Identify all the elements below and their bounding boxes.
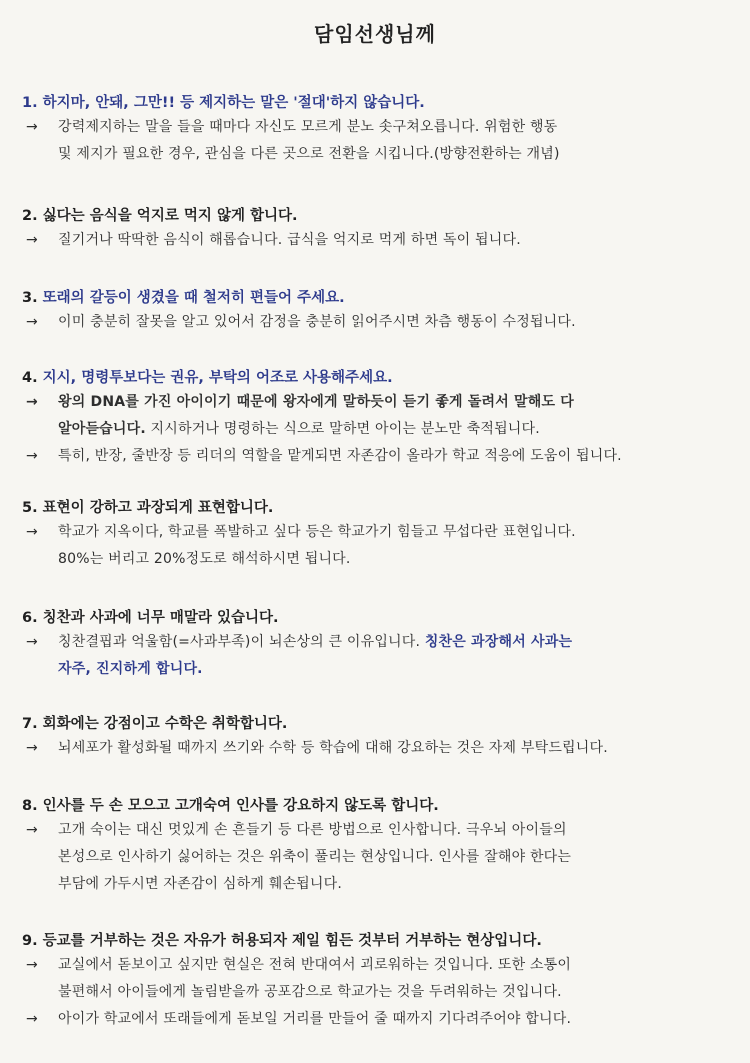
section-7 <box>22 713 722 762</box>
arrow-icon: → <box>26 822 38 838</box>
arrow-icon: → <box>26 740 38 756</box>
arrow-icon: → <box>26 524 38 540</box>
section-heading: 4. 지시, 명령투보다는 권유, 부탁의 어조로 사용해주세요. <box>22 370 393 386</box>
section-1 <box>22 92 722 168</box>
section-3 <box>22 287 722 336</box>
section-heading: 1. 하지마, 안돼, 그만!! 등 제지하는 말은 '절대'하지 않습니다. <box>22 95 425 111</box>
list-item: → 강력제지하는 말을 들을 때마다 자신도 모르게 분노 솟구쳐오릅니다. 위험한 행동 및 제지가 필요한 경우, 관심을 다른 곳으로 전환을 시킵니다.(방향전환하는 개념) <box>22 114 722 168</box>
section-8 <box>22 795 722 898</box>
section-9 <box>22 930 722 1033</box>
list-item: → 칭찬결핍과 억울함(=사과부족)이 뇌손상의 큰 이유입니다. 칭찬은 과장해서 사과는 자주, 진지하게 합니다. <box>22 629 722 683</box>
list-item: → 뇌세포가 활성화될 때까지 쓰기와 수학 등 학습에 대해 강요하는 것은 자제 부탁드립니다. <box>22 735 722 762</box>
arrow-icon: → <box>26 634 38 650</box>
arrow-icon: → <box>26 448 38 464</box>
list-item: → 학교가 지옥이다, 학교를 폭발하고 싶다 등은 학교가기 힘들고 무섭다란 표현입니다. 80%는 버리고 20%정도로 해석하시면 됩니다. <box>22 519 722 573</box>
page-title: 담임선생님께 <box>314 22 436 46</box>
section-4 <box>22 367 722 470</box>
list-item: → 이미 충분히 잘못을 알고 있어서 감정을 충분히 읽어주시면 차츰 행동이 수정됩니다. <box>22 309 722 336</box>
section-heading: 7. 회화에는 강점이고 수학은 취학합니다. <box>22 716 288 732</box>
section-heading: 8. 인사를 두 손 모으고 고개숙여 인사를 강요하지 않도록 합니다. <box>22 798 439 814</box>
list-item: → 왕의 DNA를 가진 아이이기 때문에 왕자에게 말하듯이 듣기 좋게 돌려서 말해도 다 알아듣습니다. 지시하거나 명령하는 식으로 말하면 아이는 분노만 축적됩니다. <box>22 389 722 443</box>
section-2 <box>22 205 722 254</box>
arrow-icon: → <box>26 119 38 135</box>
arrow-icon: → <box>26 957 38 973</box>
section-5 <box>22 497 722 573</box>
arrow-icon: → <box>26 1011 38 1027</box>
section-heading: 5. 표현이 강하고 과장되게 표현합니다. <box>22 500 274 516</box>
list-item: → 특히, 반장, 줄반장 등 리더의 역할을 맡게되면 자존감이 올라가 학교 적응에 도움이 됩니다. <box>22 443 722 470</box>
list-item: → 질기거나 딱딱한 음식이 해롭습니다. 급식을 억지로 먹게 하면 독이 됩니다. <box>22 227 722 254</box>
arrow-icon: → <box>26 394 38 410</box>
list-item: → 교실에서 돋보이고 싶지만 현실은 전혀 반대여서 괴로워하는 것입니다. 또한 소통이 불편해서 아이들에게 놀림받을까 공포감으로 학교가는 것을 두려워하는 것입니다. <box>22 952 722 1006</box>
arrow-icon: → <box>26 314 38 330</box>
section-heading: 9. 등교를 거부하는 것은 자유가 허용되자 제일 힘든 것부터 거부하는 현상입니다. <box>22 933 542 949</box>
section-heading: 3. 또래의 갈등이 생겼을 때 철저히 편들어 주세요. <box>22 290 345 306</box>
section-heading: 2. 싫다는 음식을 억지로 먹지 않게 합니다. <box>22 208 298 224</box>
list-item: → 고개 숙이는 대신 멋있게 손 흔들기 등 다른 방법으로 인사합니다. 극우뇌 아이들의 본성으로 인사하기 싫어하는 것은 위축이 풀리는 현상입니다. 인사를 잘해야 한다는 부담에 가두시면 자존감이 심하게 훼손됩니다. <box>22 817 722 898</box>
section-heading: 6. 칭찬과 사과에 너무 매말라 있습니다. <box>22 610 279 626</box>
arrow-icon: → <box>26 232 38 248</box>
list-item: → 아이가 학교에서 또래들에게 돋보일 거리를 만들어 줄 때까지 기다려주어야 합니다. <box>22 1006 722 1033</box>
section-6 <box>22 607 722 683</box>
